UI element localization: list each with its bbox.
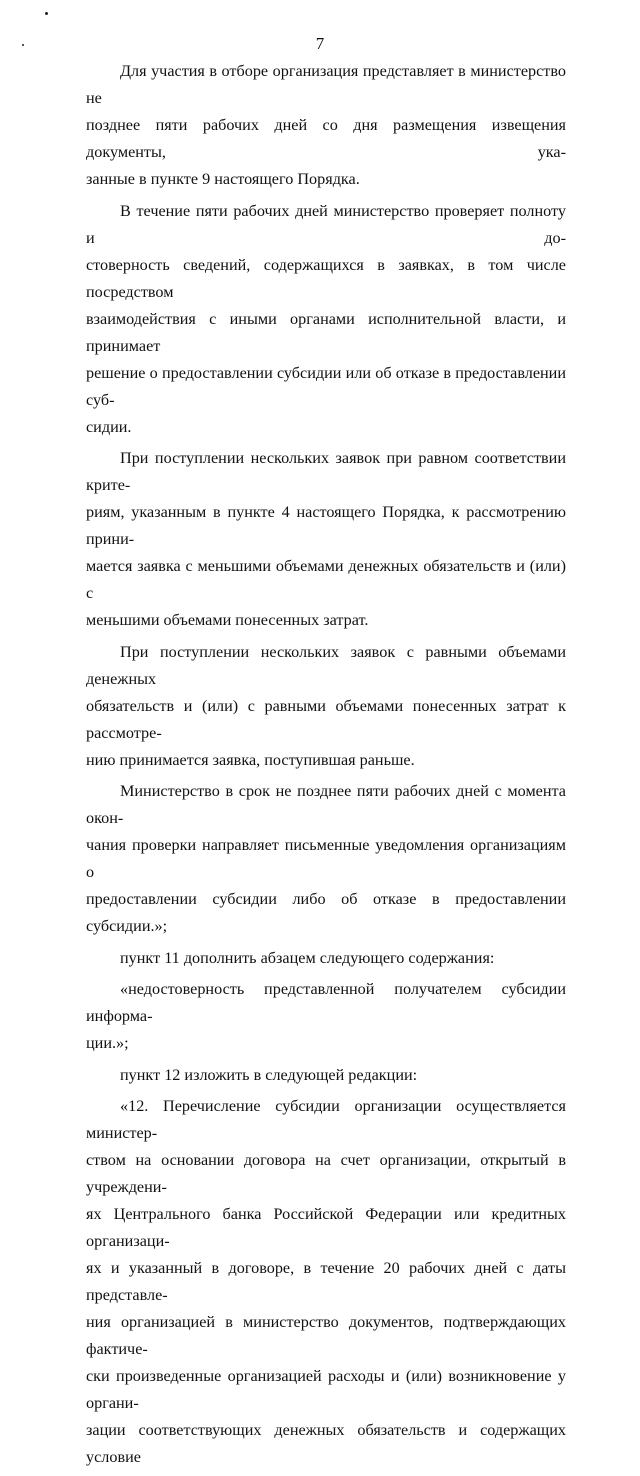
text-line: При поступлении нескольких заявок при равном соответствии крите- (86, 449, 566, 494)
paragraph (86, 58, 566, 193)
text-line: предоставлении субсидии либо об отказе в предоставлении субсидии.»; (86, 890, 566, 935)
text-line: ях Центрального банка Российской Федерации или кредитных организаци- (86, 1205, 566, 1250)
page-number: 7 (315, 34, 325, 53)
text-line: ях и указанный в договоре, в течение 20 рабочих дней с даты представле- (86, 1259, 566, 1304)
document-body (86, 58, 566, 1476)
text-line: ски произведенные организацией расходы и (или) возникновение у органи- (86, 1367, 566, 1412)
text-line: ством на основании договора на счет организации, открытый в учреждени- (86, 1151, 566, 1196)
text-line: занные в пункте 9 настоящего Порядка. (86, 170, 360, 188)
text-line: При поступлении нескольких заявок с равными объемами денежных (86, 642, 566, 688)
text-line: чания проверки направляет письменные уведомления организациям о (86, 836, 566, 881)
text-line: пункт 11 дополнить абзацем следующего содержания: (120, 948, 495, 967)
paragraph (86, 1062, 566, 1089)
paragraph (86, 945, 566, 972)
text-line: ния организацией в министерство документов, подтверждающих фактиче- (86, 1313, 566, 1358)
paragraph (86, 976, 566, 1057)
text-line: меньшими объемами понесенных затрат. (86, 611, 369, 629)
text-line: решение о предоставлении субсидии или об отказе в предоставлении суб- (86, 363, 566, 409)
paragraph (86, 198, 566, 441)
text-line: Министерство в срок не позднее пяти рабочих дней с момента окон- (86, 782, 566, 827)
text-line: зации соответствующих денежных обязательств и содержащих условие (86, 1421, 566, 1466)
text-line: мается заявка с меньшими объемами денежных обязательств и (или) с (86, 557, 566, 602)
text-line: позднее пяти рабочих дней со дня размещения извещения документы, ука- (86, 116, 566, 161)
paragraph (86, 778, 566, 940)
text-line: стоверность сведений, содержащихся в заявках, в том числе посредством (86, 255, 566, 301)
text-line: сидии. (86, 417, 132, 436)
text-line: пункт 12 изложить в следующей редакции: (120, 1065, 418, 1084)
paragraph (86, 1093, 566, 1471)
text-line: В течение пяти рабочих дней министерство проверяет полноту и до- (86, 201, 566, 247)
paragraph (86, 639, 566, 774)
text-line: ции.»; (86, 1034, 129, 1052)
text-line: обязательств и (или) с равными объемами понесенных затрат к рассмотре- (86, 696, 566, 742)
text-line: взаимодействия с иными органами исполнительной власти, и принимает (86, 309, 566, 355)
text-line: нию принимается заявка, поступившая раньше. (86, 750, 415, 769)
paragraph (86, 445, 566, 634)
scan-speck (45, 12, 48, 15)
text-line: риям, указанным в пункте 4 настоящего Порядка, к рассмотрению прини- (86, 503, 566, 548)
text-line: Для участия в отборе организация представляет в министерство не (86, 62, 566, 107)
text-line: «12. Перечисление субсидии организации осуществляется министер- (86, 1097, 566, 1142)
text-line: «недостоверность представленной получателем субсидии информа- (86, 980, 566, 1025)
